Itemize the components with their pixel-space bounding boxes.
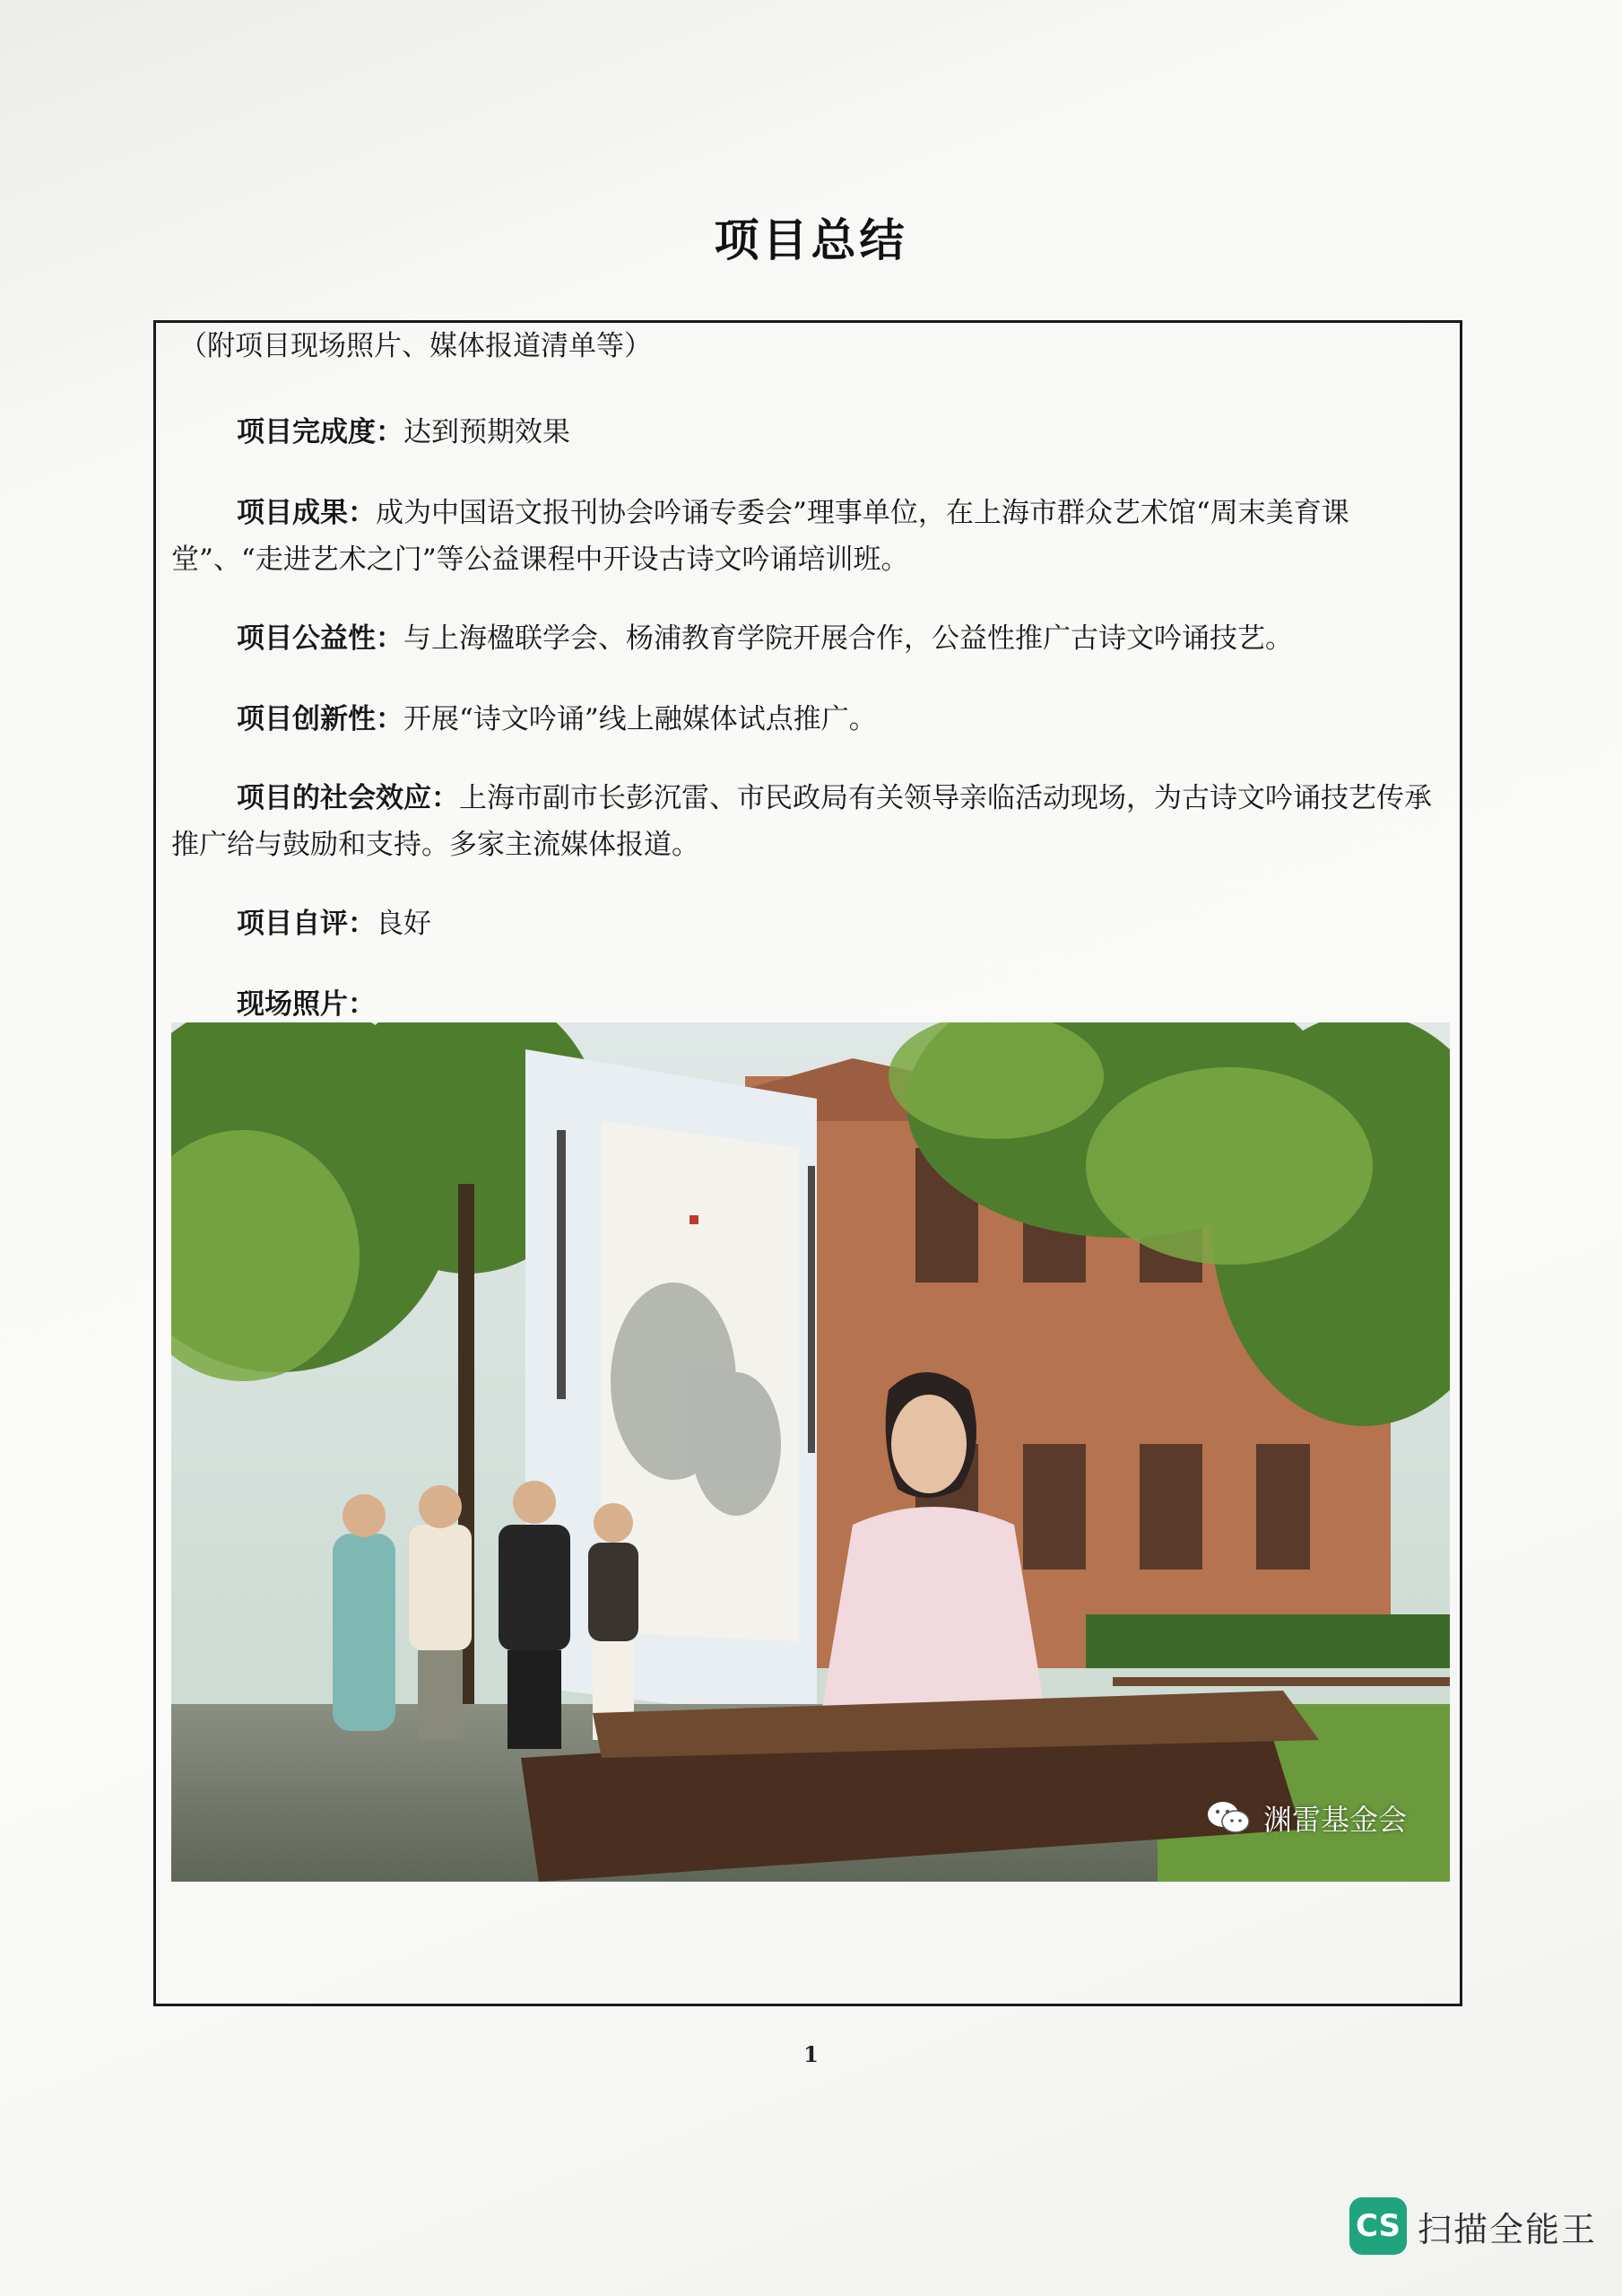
item-results [171,490,1450,583]
item-label: 现场照片： [237,988,376,1021]
item-innovation [237,696,1447,743]
item-text: 达到预期效果 [403,416,570,448]
event-photo [171,1022,1450,1882]
item-social-effect [171,775,1450,868]
wechat-icon [1206,1800,1251,1836]
photo-watermark-text: 渊雷基金会 [1262,1803,1407,1837]
item-label: 项目的社会效应： [237,782,459,814]
photo-watermark [1206,1797,1407,1839]
item-text: 上海市副市长彭沉雷、市民政局有关领导亲临活动现场，为古诗文吟诵技艺传承推广给与鼓励和支持。多家主流媒体报道。 [171,782,1432,861]
item-text: 与上海楹联学会、杨浦教育学院开展合作，公益性推广古诗文吟诵技艺。 [403,622,1293,655]
attachment-note: （附项目现场照片、媒体报道清单等） [179,330,652,362]
event-photo-illustration [171,1022,1450,1882]
item-label: 项目公益性： [237,622,403,655]
item-text: 良好 [376,908,431,940]
item-label: 项目完成度： [237,416,403,448]
item-completion [237,409,1438,456]
item-text: 开展“诗文吟诵”线上融媒体试点推广。 [403,703,877,735]
item-label: 项目创新性： [237,703,403,735]
item-self-evaluation [237,900,1447,947]
scanner-app-name: 扫描全能王 [1417,2209,1597,2249]
item-text: 成为中国语文报刊协会吟诵专委会”理事单位，在上海市群众艺术馆“周末美育课堂”、“走进艺术之门”等公益课程中开设古诗文吟诵培训班。 [171,497,1349,576]
item-public-welfare [237,615,1447,662]
item-site-photos [237,981,1447,1028]
scanner-app-badge [1349,2197,1597,2255]
page-title: 项目总结 [714,213,908,266]
page-number: 1 [803,2041,819,2067]
camscanner-logo-icon: CS [1349,2197,1407,2255]
item-label: 项目自评： [237,908,376,940]
item-label: 项目成果： [237,497,376,529]
